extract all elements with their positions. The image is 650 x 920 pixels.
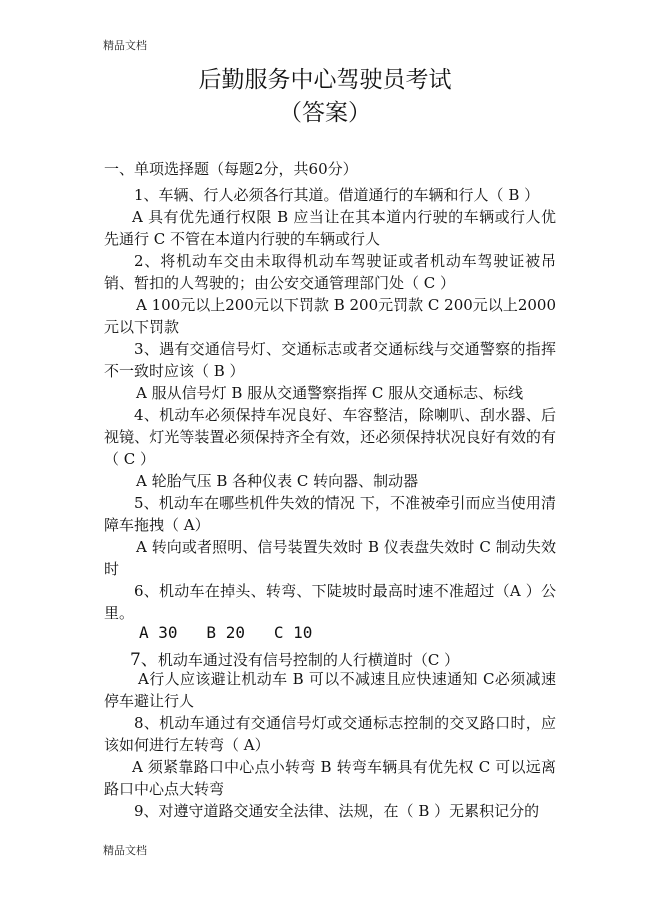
page-title: 后勤服务中心驾驶员考试: [198, 67, 452, 93]
question-3-stem: 3、遇有交通信号灯、交通标志或者交通标线与交通警察的指挥不一致时应该（ B ）: [104, 340, 556, 380]
question-6-stem: 6、机动车在掉头、转弯、下陡坡时最高时速不准超过（A ）公里。: [104, 582, 556, 622]
page-subtitle: （答案）: [279, 100, 371, 126]
question-7-stem: 机动车通过没有信号控制的人行横道时（C ）: [157, 651, 460, 669]
question-6-options: A 30 B 20 C 10: [139, 623, 313, 642]
question-7-number: 7、: [130, 650, 158, 670]
footer-watermark: 精品文档: [103, 844, 147, 857]
question-2-stem: 2、将机动车交由未取得机动车驾驶证或者机动车驾驶证被吊销、暂扣的人驾驶的；由公安交通管理部门处（ C ）: [104, 252, 556, 292]
question-8-options: A 须紧靠路口中心点小转弯 B 转弯车辆具有优先权 C 可以远离路口中心点大转弯: [104, 758, 556, 798]
question-1-stem: 1、车辆、行人必须各行其道。借道通行的车辆和行人（ B ）: [134, 186, 540, 204]
question-4-options: A 轮胎气压 B 各种仪表 C 转向器、制动器: [136, 472, 419, 490]
question-4-stem: 4、机动车必须保持车况良好、车容整洁，除喇叭、刮水器、后视镜、灯光等装置必须保持齐全有效，还必须保持状况良好有效的有（ C ）: [104, 406, 556, 468]
question-8-stem: 8、机动车通过有交通信号灯或交通标志控制的交叉路口时，应该如何进行左转弯（ A）: [104, 714, 556, 754]
question-3-options: A 服从信号灯 B 服从交通警察指挥 C 服从交通标志、标线: [136, 384, 524, 402]
section-heading: 一、单项选择题（每题2分，共60分）: [104, 160, 358, 178]
header-watermark: 精品文档: [103, 39, 147, 52]
question-7-stem-line: [130, 645, 459, 670]
question-5-options: A 转向或者照明、信号装置失效时 B 仪表盘失效时 C 制动失效时: [104, 538, 556, 578]
question-2-options: A 100元以上200元以下罚款 B 200元罚款 C 200元以上2000元以下罚款: [104, 296, 556, 336]
question-1-options: A 具有优先通行权限 B 应当让在其本道内行驶的车辆或行人优先通行 C 不管在本道内行驶的车辆或行人: [104, 208, 556, 248]
question-7-options: A行人应该避让机动车 B 可以不减速且应快速通知 C必须减速停车避让行人: [104, 670, 556, 710]
question-5-stem: 5、机动车在哪些机件失效的情况 下，不准被牵引而应当使用清障车拖拽（ A）: [104, 494, 556, 534]
question-9-stem: 9、对遵守道路交通安全法律、法规，在（ B ）无累积记分的: [134, 802, 540, 820]
